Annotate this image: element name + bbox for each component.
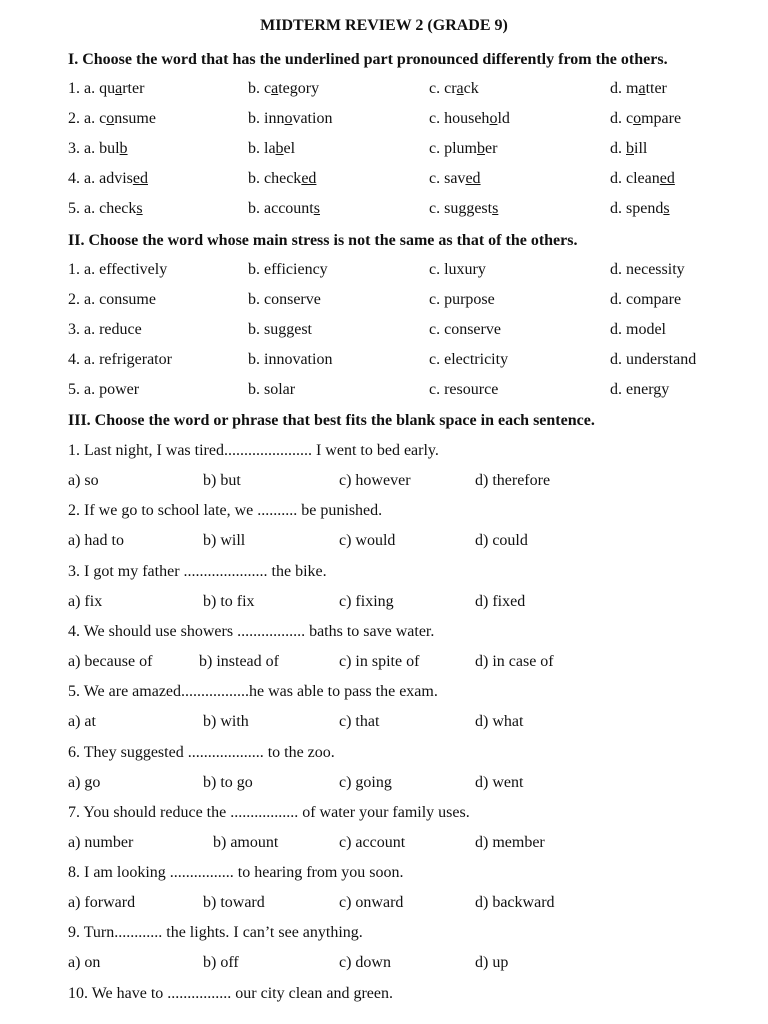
underlined-part: ed bbox=[132, 170, 148, 187]
word-part: ck bbox=[463, 80, 479, 97]
word-part: 5. a. check bbox=[68, 200, 137, 217]
question-text: 7. You should reduce the ................. of water your family uses. bbox=[68, 803, 470, 821]
underlined-part: ed bbox=[301, 170, 317, 187]
underlined-part: o bbox=[106, 110, 115, 127]
section-2-heading: II. Choose the word whose main stress is not the same as that of the others. bbox=[68, 232, 578, 249]
stress-option: d. compare bbox=[610, 291, 682, 308]
page-title: MIDTERM REVIEW 2 (GRADE 9) bbox=[260, 17, 508, 34]
answer-option: d) went bbox=[475, 773, 524, 791]
stress-option: b. suggest bbox=[248, 321, 312, 338]
underlined-part: b bbox=[626, 140, 634, 157]
word-part: 4. a. advis bbox=[68, 170, 133, 187]
answer-option: a) because of bbox=[68, 652, 153, 670]
pronunciation-option bbox=[248, 79, 319, 99]
pronunciation-option bbox=[610, 109, 681, 129]
word-part: 2. a. c bbox=[68, 110, 107, 127]
stress-option: b. conserve bbox=[248, 291, 321, 308]
stress-option: d. understand bbox=[610, 351, 697, 368]
question-text: 4. We should use showers ................. baths to save water. bbox=[68, 622, 435, 640]
answer-option: b) instead of bbox=[199, 652, 279, 670]
pronunciation-option bbox=[610, 169, 675, 189]
word-part: d. spend bbox=[610, 200, 664, 217]
question-text: 2. If we go to school late, we .......... be punished. bbox=[68, 502, 383, 520]
word-part: c. plum bbox=[429, 140, 477, 157]
section-1-heading: I. Choose the word that has the underlined part pronounced differently from the others. bbox=[68, 51, 668, 68]
stress-option: 2. a. consume bbox=[68, 291, 156, 308]
answer-option: c) would bbox=[339, 532, 396, 550]
pronunciation-option bbox=[248, 139, 295, 159]
pronunciation-option bbox=[248, 199, 320, 219]
answer-option: a) forward bbox=[68, 894, 136, 912]
word-part: b. account bbox=[248, 200, 314, 217]
stress-option: 3. a. reduce bbox=[68, 321, 142, 338]
answer-option: d) up bbox=[475, 954, 509, 972]
word-part: el bbox=[283, 140, 296, 157]
pronunciation-option bbox=[429, 169, 481, 189]
word-part: d. c bbox=[610, 110, 634, 127]
stress-option: b. innovation bbox=[248, 351, 333, 368]
word-part: er bbox=[485, 140, 498, 157]
word-part: tter bbox=[645, 80, 667, 97]
question-text: 1. Last night, I was tired...................... I went to bed early. bbox=[68, 442, 439, 459]
underlined-part: a bbox=[271, 80, 279, 97]
answer-option: d) backward bbox=[475, 894, 555, 912]
stress-option: d. necessity bbox=[610, 261, 685, 278]
answer-option: a) go bbox=[68, 773, 101, 791]
word-part: rter bbox=[122, 80, 145, 97]
underlined-part: s bbox=[313, 200, 320, 217]
question-text: 6. They suggested ................... to the zoo. bbox=[68, 743, 335, 761]
pronunciation-option bbox=[68, 139, 128, 159]
word-part: d. m bbox=[610, 80, 639, 97]
answer-option: d) member bbox=[475, 833, 545, 851]
question-text: 5. We are amazed.................he was able to pass the exam. bbox=[68, 683, 438, 701]
answer-option: a) fix bbox=[68, 592, 103, 610]
word-part: ill bbox=[634, 140, 648, 157]
answer-option: c) fixing bbox=[339, 592, 394, 610]
answer-option: a) on bbox=[68, 954, 101, 972]
pronunciation-option bbox=[429, 139, 497, 159]
answer-option: d) in case of bbox=[475, 652, 554, 670]
word-part: d. clean bbox=[610, 170, 660, 187]
answer-option: b) to go bbox=[203, 773, 253, 791]
underlined-part: ed bbox=[465, 170, 481, 187]
answer-option: d) fixed bbox=[475, 592, 526, 610]
word-part: c. househ bbox=[429, 110, 490, 127]
word-part: c. cr bbox=[429, 80, 457, 97]
word-part: 3. a. bul bbox=[68, 140, 120, 157]
answer-option: c) that bbox=[339, 713, 380, 731]
pronunciation-option bbox=[610, 79, 667, 99]
answer-option: d) therefore bbox=[475, 472, 551, 489]
word-part: b. check bbox=[248, 170, 302, 187]
answer-option: c) however bbox=[339, 472, 411, 489]
underlined-part: o bbox=[489, 110, 498, 127]
word-part: d. bbox=[610, 140, 626, 157]
word-part: ld bbox=[497, 110, 510, 127]
answer-option: b) off bbox=[203, 954, 239, 972]
answer-option: b) but bbox=[203, 472, 241, 489]
underlined-part: a bbox=[638, 80, 646, 97]
answer-option: a) number bbox=[68, 833, 134, 851]
answer-option: b) to fix bbox=[203, 592, 255, 610]
stress-option: 4. a. refrigerator bbox=[68, 351, 172, 368]
answer-option: c) down bbox=[339, 954, 391, 972]
underlined-part: s bbox=[136, 200, 143, 217]
underlined-part: a bbox=[456, 80, 464, 97]
underlined-part: o bbox=[633, 110, 642, 127]
section-3-heading: III. Choose the word or phrase that best fits the blank space in each sentence. bbox=[68, 412, 595, 429]
stress-option: d. energy bbox=[610, 381, 670, 398]
underlined-part: o bbox=[284, 110, 293, 127]
stress-option: c. resource bbox=[429, 381, 499, 398]
underlined-part: b bbox=[275, 140, 284, 157]
word-part: b. la bbox=[248, 140, 276, 157]
stress-option: 1. a. effectively bbox=[68, 261, 168, 278]
answer-option: b) amount bbox=[213, 833, 279, 851]
pronunciation-option bbox=[248, 109, 332, 129]
word-part: tegory bbox=[278, 80, 320, 97]
pronunciation-option bbox=[429, 199, 498, 219]
underlined-part: b bbox=[119, 140, 128, 157]
pronunciation-option bbox=[68, 79, 144, 99]
answer-option: c) account bbox=[339, 833, 406, 851]
stress-option: 5. a. power bbox=[68, 381, 140, 398]
answer-option: d) could bbox=[475, 532, 528, 550]
stress-option: b. solar bbox=[248, 381, 296, 398]
stress-option: c. luxury bbox=[429, 261, 486, 278]
pronunciation-option bbox=[610, 199, 670, 219]
question-text: 9. Turn............ the lights. I can’t see anything. bbox=[68, 924, 363, 942]
answer-option: b) with bbox=[203, 713, 249, 731]
pronunciation-option bbox=[68, 169, 148, 189]
stress-option: b. efficiency bbox=[248, 261, 328, 278]
question-text: 3. I got my father ..................... the bike. bbox=[68, 562, 327, 580]
word-part: b. inn bbox=[248, 110, 285, 127]
answer-option: c) going bbox=[339, 773, 392, 791]
answer-option: c) onward bbox=[339, 894, 404, 912]
pronunciation-option bbox=[68, 109, 156, 129]
question-10: 10. We have to ................ our city clean and green. bbox=[68, 985, 393, 1002]
stress-option: c. electricity bbox=[429, 351, 509, 368]
stress-option: d. model bbox=[610, 321, 666, 338]
word-part: 1. a. qu bbox=[68, 80, 116, 97]
underlined-part: s bbox=[492, 200, 499, 217]
word-part: c. sav bbox=[429, 170, 466, 187]
answer-option: a) had to bbox=[68, 532, 124, 550]
answer-option: b) toward bbox=[203, 894, 265, 912]
answer-option: a) so bbox=[68, 472, 99, 489]
word-part: mpare bbox=[641, 110, 682, 127]
pronunciation-option bbox=[429, 109, 510, 129]
pronunciation-option bbox=[248, 169, 316, 189]
answer-option: d) what bbox=[475, 713, 524, 731]
word-part: b. c bbox=[248, 80, 272, 97]
question-text: 8. I am looking ................ to hearing from you soon. bbox=[68, 864, 404, 882]
underlined-part: ed bbox=[659, 170, 675, 187]
underlined-part: b bbox=[477, 140, 485, 157]
answer-option: a) at bbox=[68, 713, 96, 731]
word-part: c. suggest bbox=[429, 200, 493, 217]
stress-option: c. purpose bbox=[429, 291, 495, 308]
underlined-part: s bbox=[663, 200, 670, 217]
pronunciation-option bbox=[68, 199, 143, 219]
word-part: nsume bbox=[114, 110, 156, 127]
underlined-part: a bbox=[115, 80, 123, 97]
word-part: vation bbox=[292, 110, 333, 127]
pronunciation-option bbox=[429, 79, 479, 99]
answer-option: c) in spite of bbox=[339, 652, 420, 670]
pronunciation-option bbox=[610, 139, 647, 159]
answer-option: b) will bbox=[203, 532, 246, 550]
stress-option: c. conserve bbox=[429, 321, 501, 338]
